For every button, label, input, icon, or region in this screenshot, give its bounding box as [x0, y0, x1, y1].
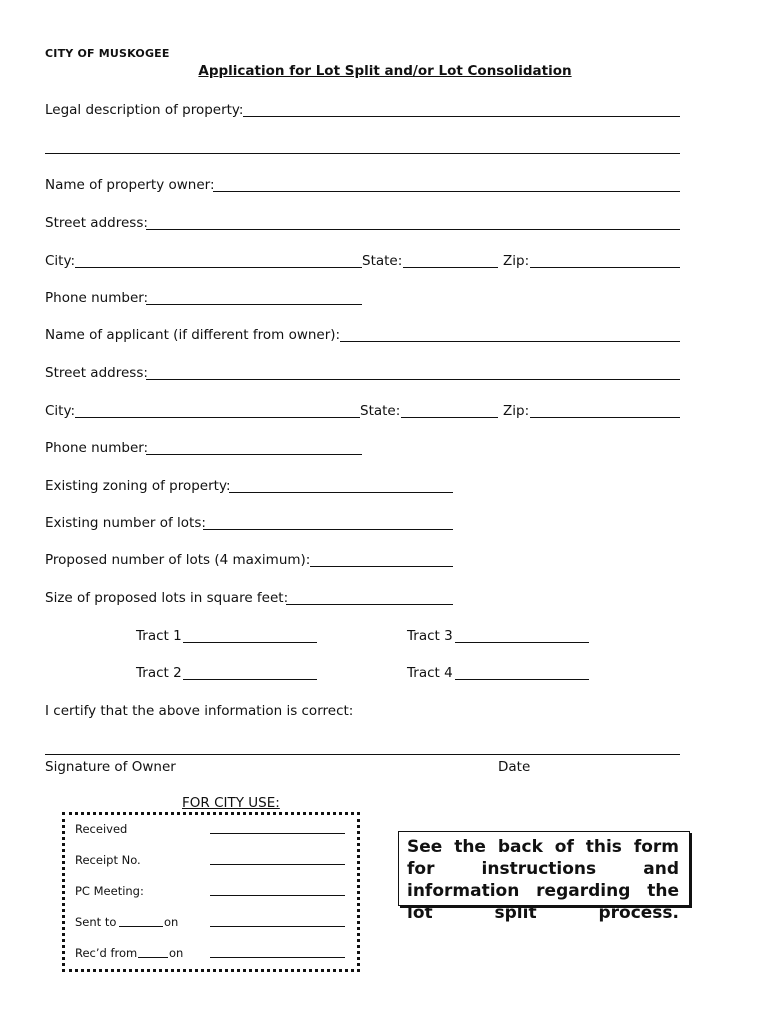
applicant-zip-line[interactable]	[530, 417, 680, 418]
form-title	[0, 63, 770, 79]
tract-3-label: Tract 3	[407, 628, 453, 644]
sent-to-label: Sent to	[75, 915, 117, 929]
tract-2-line[interactable]	[183, 679, 317, 680]
sent-to-on-label: on	[164, 915, 179, 929]
existing-lots-line[interactable]	[203, 529, 453, 530]
sent-to-date-line[interactable]	[210, 926, 345, 927]
certification-statement: I certify that the above information is correct:	[45, 703, 354, 719]
existing-lots-label: Existing number of lots:	[45, 515, 206, 531]
received-line[interactable]	[210, 833, 345, 834]
receipt-no-line[interactable]	[210, 864, 345, 865]
applicant-city-label: City:	[45, 403, 76, 419]
legal-description-line-1[interactable]	[243, 116, 680, 117]
lot-size-label: Size of proposed lots in square feet:	[45, 590, 289, 606]
tract-4-line[interactable]	[455, 679, 589, 680]
applicant-zip-label: Zip:	[503, 403, 530, 419]
recd-from-label: Rec’d from	[75, 946, 138, 960]
applicant-name-label: Name of applicant (if different from owner):	[45, 327, 341, 343]
applicant-state-label: State:	[360, 403, 401, 419]
applicant-state-line[interactable]	[401, 417, 498, 418]
owner-state-line[interactable]	[403, 267, 498, 268]
tract-1-line[interactable]	[183, 642, 317, 643]
sent-to-line[interactable]	[119, 926, 163, 927]
tract-1-label: Tract 1	[136, 628, 182, 644]
owner-phone-line[interactable]	[146, 304, 362, 305]
received-label: Received	[75, 822, 128, 836]
lot-size-line[interactable]	[286, 604, 453, 605]
owner-name-line[interactable]	[213, 191, 680, 192]
pc-meeting-line[interactable]	[210, 895, 345, 896]
applicant-street-line[interactable]	[146, 379, 680, 380]
proposed-lots-line[interactable]	[310, 566, 453, 567]
legal-description-line-2[interactable]	[45, 153, 680, 154]
form-title-text: Application for Lot Split and/or Lot Consolidation	[198, 63, 572, 79]
owner-city-line[interactable]	[75, 267, 362, 268]
recd-from-date-line[interactable]	[210, 957, 345, 958]
tract-2-label: Tract 2	[136, 665, 182, 681]
notice-text: See the back of this form for instructions and information regarding the lot split process.	[407, 837, 679, 923]
recd-from-on-label: on	[169, 946, 184, 960]
owner-zip-label: Zip:	[503, 253, 530, 269]
applicant-street-label: Street address:	[45, 365, 148, 381]
owner-street-line[interactable]	[146, 229, 680, 230]
owner-phone-label: Phone number:	[45, 290, 149, 306]
applicant-phone-label: Phone number:	[45, 440, 149, 456]
city-name: CITY OF MUSKOGEE	[45, 47, 170, 60]
owner-state-label: State:	[362, 253, 403, 269]
city-use-title: FOR CITY USE:	[182, 795, 280, 811]
owner-city-label: City:	[45, 253, 76, 269]
pc-meeting-label: PC Meeting:	[75, 884, 144, 898]
tract-3-line[interactable]	[455, 642, 589, 643]
legal-description-label: Legal description of property:	[45, 102, 244, 118]
owner-street-label: Street address:	[45, 215, 148, 231]
existing-zoning-line[interactable]	[229, 492, 453, 493]
owner-name-label: Name of property owner:	[45, 177, 215, 193]
existing-zoning-label: Existing zoning of property:	[45, 478, 231, 494]
applicant-name-line[interactable]	[340, 341, 680, 342]
applicant-city-line[interactable]	[75, 417, 360, 418]
date-label: Date	[498, 759, 531, 775]
proposed-lots-label: Proposed number of lots (4 maximum):	[45, 552, 311, 568]
tract-4-label: Tract 4	[407, 665, 453, 681]
receipt-no-label: Receipt No.	[75, 853, 141, 867]
recd-from-line[interactable]	[138, 957, 168, 958]
signature-line[interactable]	[45, 754, 680, 755]
owner-zip-line[interactable]	[530, 267, 680, 268]
applicant-phone-line[interactable]	[146, 454, 362, 455]
signature-label: Signature of Owner	[45, 759, 176, 775]
